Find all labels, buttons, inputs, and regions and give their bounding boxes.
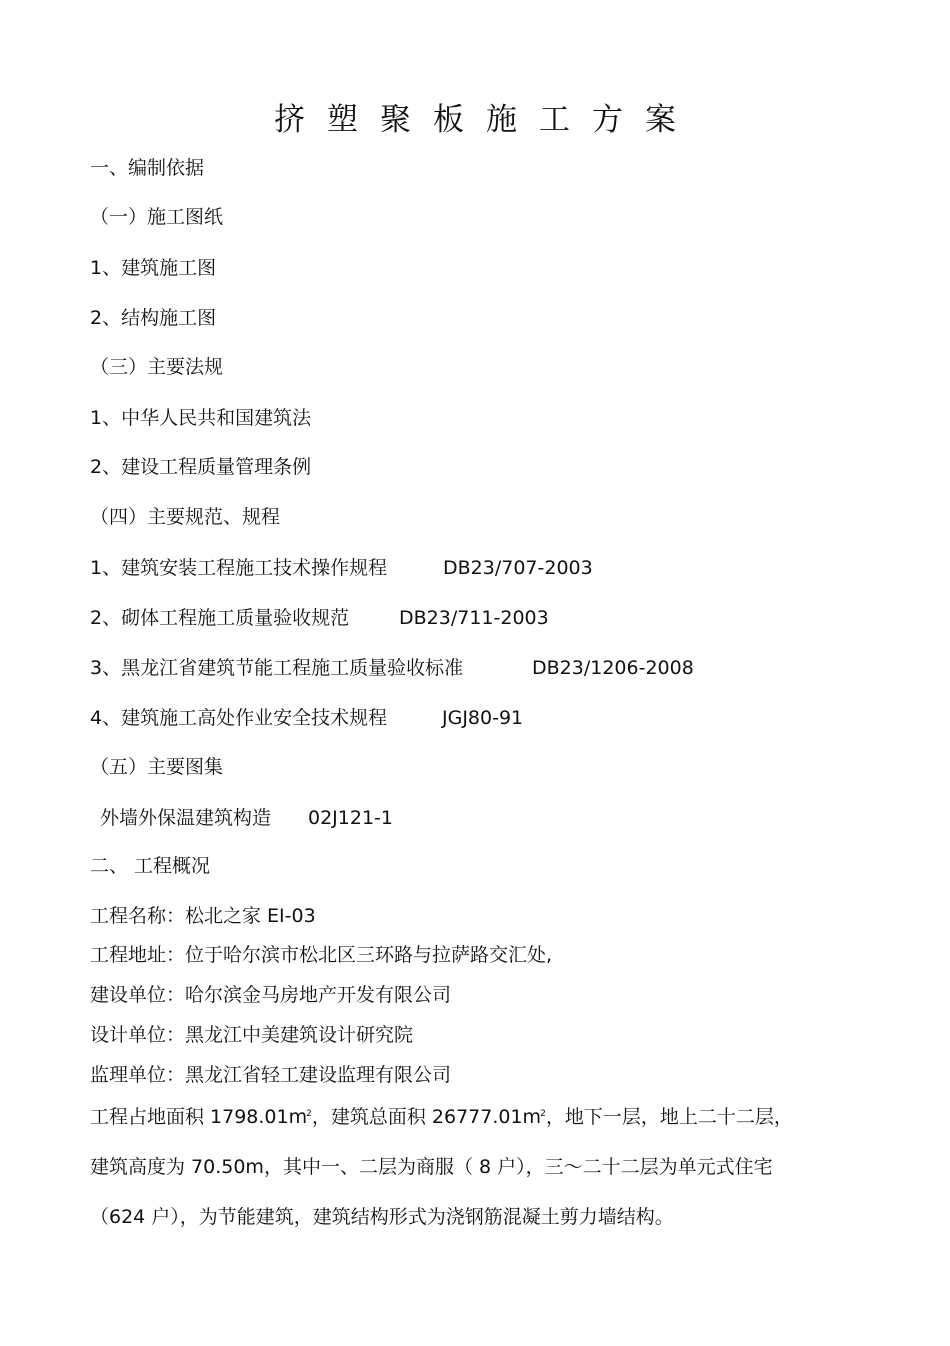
- superscript: 2: [306, 1109, 312, 1119]
- design-unit: 设计单位：黑龙江中美建筑设计研究院: [90, 1024, 414, 1046]
- subheading-laws: （三）主要法规: [90, 356, 224, 378]
- owner-unit: 建设单位：哈尔滨金马房地产开发有限公司: [90, 984, 452, 1006]
- code-number: DB23/1206-2008: [532, 657, 694, 679]
- subheading-atlas: （五）主要图集: [90, 756, 224, 778]
- code-name: 3、黑龙江省建筑节能工程施工质量验收标准: [90, 657, 464, 679]
- atlas-name: 外墙外保温建筑构造: [100, 807, 272, 829]
- overview-paragraph-line: （624 户），为节能建筑，建筑结构形式为浇钢筋混凝土剪力墙结构。: [90, 1206, 674, 1228]
- code-name: 4、建筑施工高处作业安全技术规程: [90, 707, 388, 729]
- subheading-drawings: （一）施工图纸: [90, 206, 224, 228]
- document-title: 挤塑聚板施工方案: [274, 102, 698, 138]
- code-number: JGJ80-91: [442, 707, 524, 729]
- code-row: [90, 656, 694, 680]
- code-row: [90, 556, 593, 580]
- code-number: DB23/711-2003: [399, 607, 549, 629]
- list-item: 1、建筑施工图: [90, 257, 217, 279]
- list-item: 2、结构施工图: [90, 307, 217, 329]
- supervision-unit: 监理单位：黑龙江省轻工建设监理有限公司: [90, 1064, 452, 1086]
- list-item: 2、建设工程质量管理条例: [90, 456, 312, 478]
- section-heading-basis: 一、编制依据: [90, 157, 205, 179]
- project-address: 工程地址：位于哈尔滨市松北区三环路与拉萨路交汇处,: [90, 944, 553, 966]
- text-span: 工程占地面积 1798.01m: [90, 1106, 308, 1128]
- overview-paragraph-line: [90, 1105, 793, 1129]
- text-span: ，地下一层，地上二十二层，: [545, 1106, 793, 1128]
- text-span: ，建筑总面积 26777.01m: [311, 1106, 542, 1128]
- overview-paragraph-line: 建筑高度为 70.50m，其中一、二层为商服（ 8 户），三～二十二层为单元式住宅: [90, 1156, 773, 1178]
- code-row: [90, 606, 549, 630]
- code-number: DB23/707-2003: [443, 557, 593, 579]
- code-name: 1、建筑安装工程施工技术操作规程: [90, 557, 388, 579]
- section-heading-overview: 二、 工程概况: [90, 855, 211, 877]
- atlas-code: 02J121-1: [308, 807, 393, 829]
- atlas-row: [100, 806, 393, 830]
- superscript: 2: [540, 1109, 546, 1119]
- subheading-codes: （四）主要规范、规程: [90, 506, 281, 528]
- code-name: 2、砌体工程施工质量验收规范: [90, 607, 350, 629]
- project-name: 工程名称：松北之家 EI-03: [90, 905, 316, 927]
- list-item: 1、中华人民共和国建筑法: [90, 407, 312, 429]
- code-row: [90, 706, 524, 730]
